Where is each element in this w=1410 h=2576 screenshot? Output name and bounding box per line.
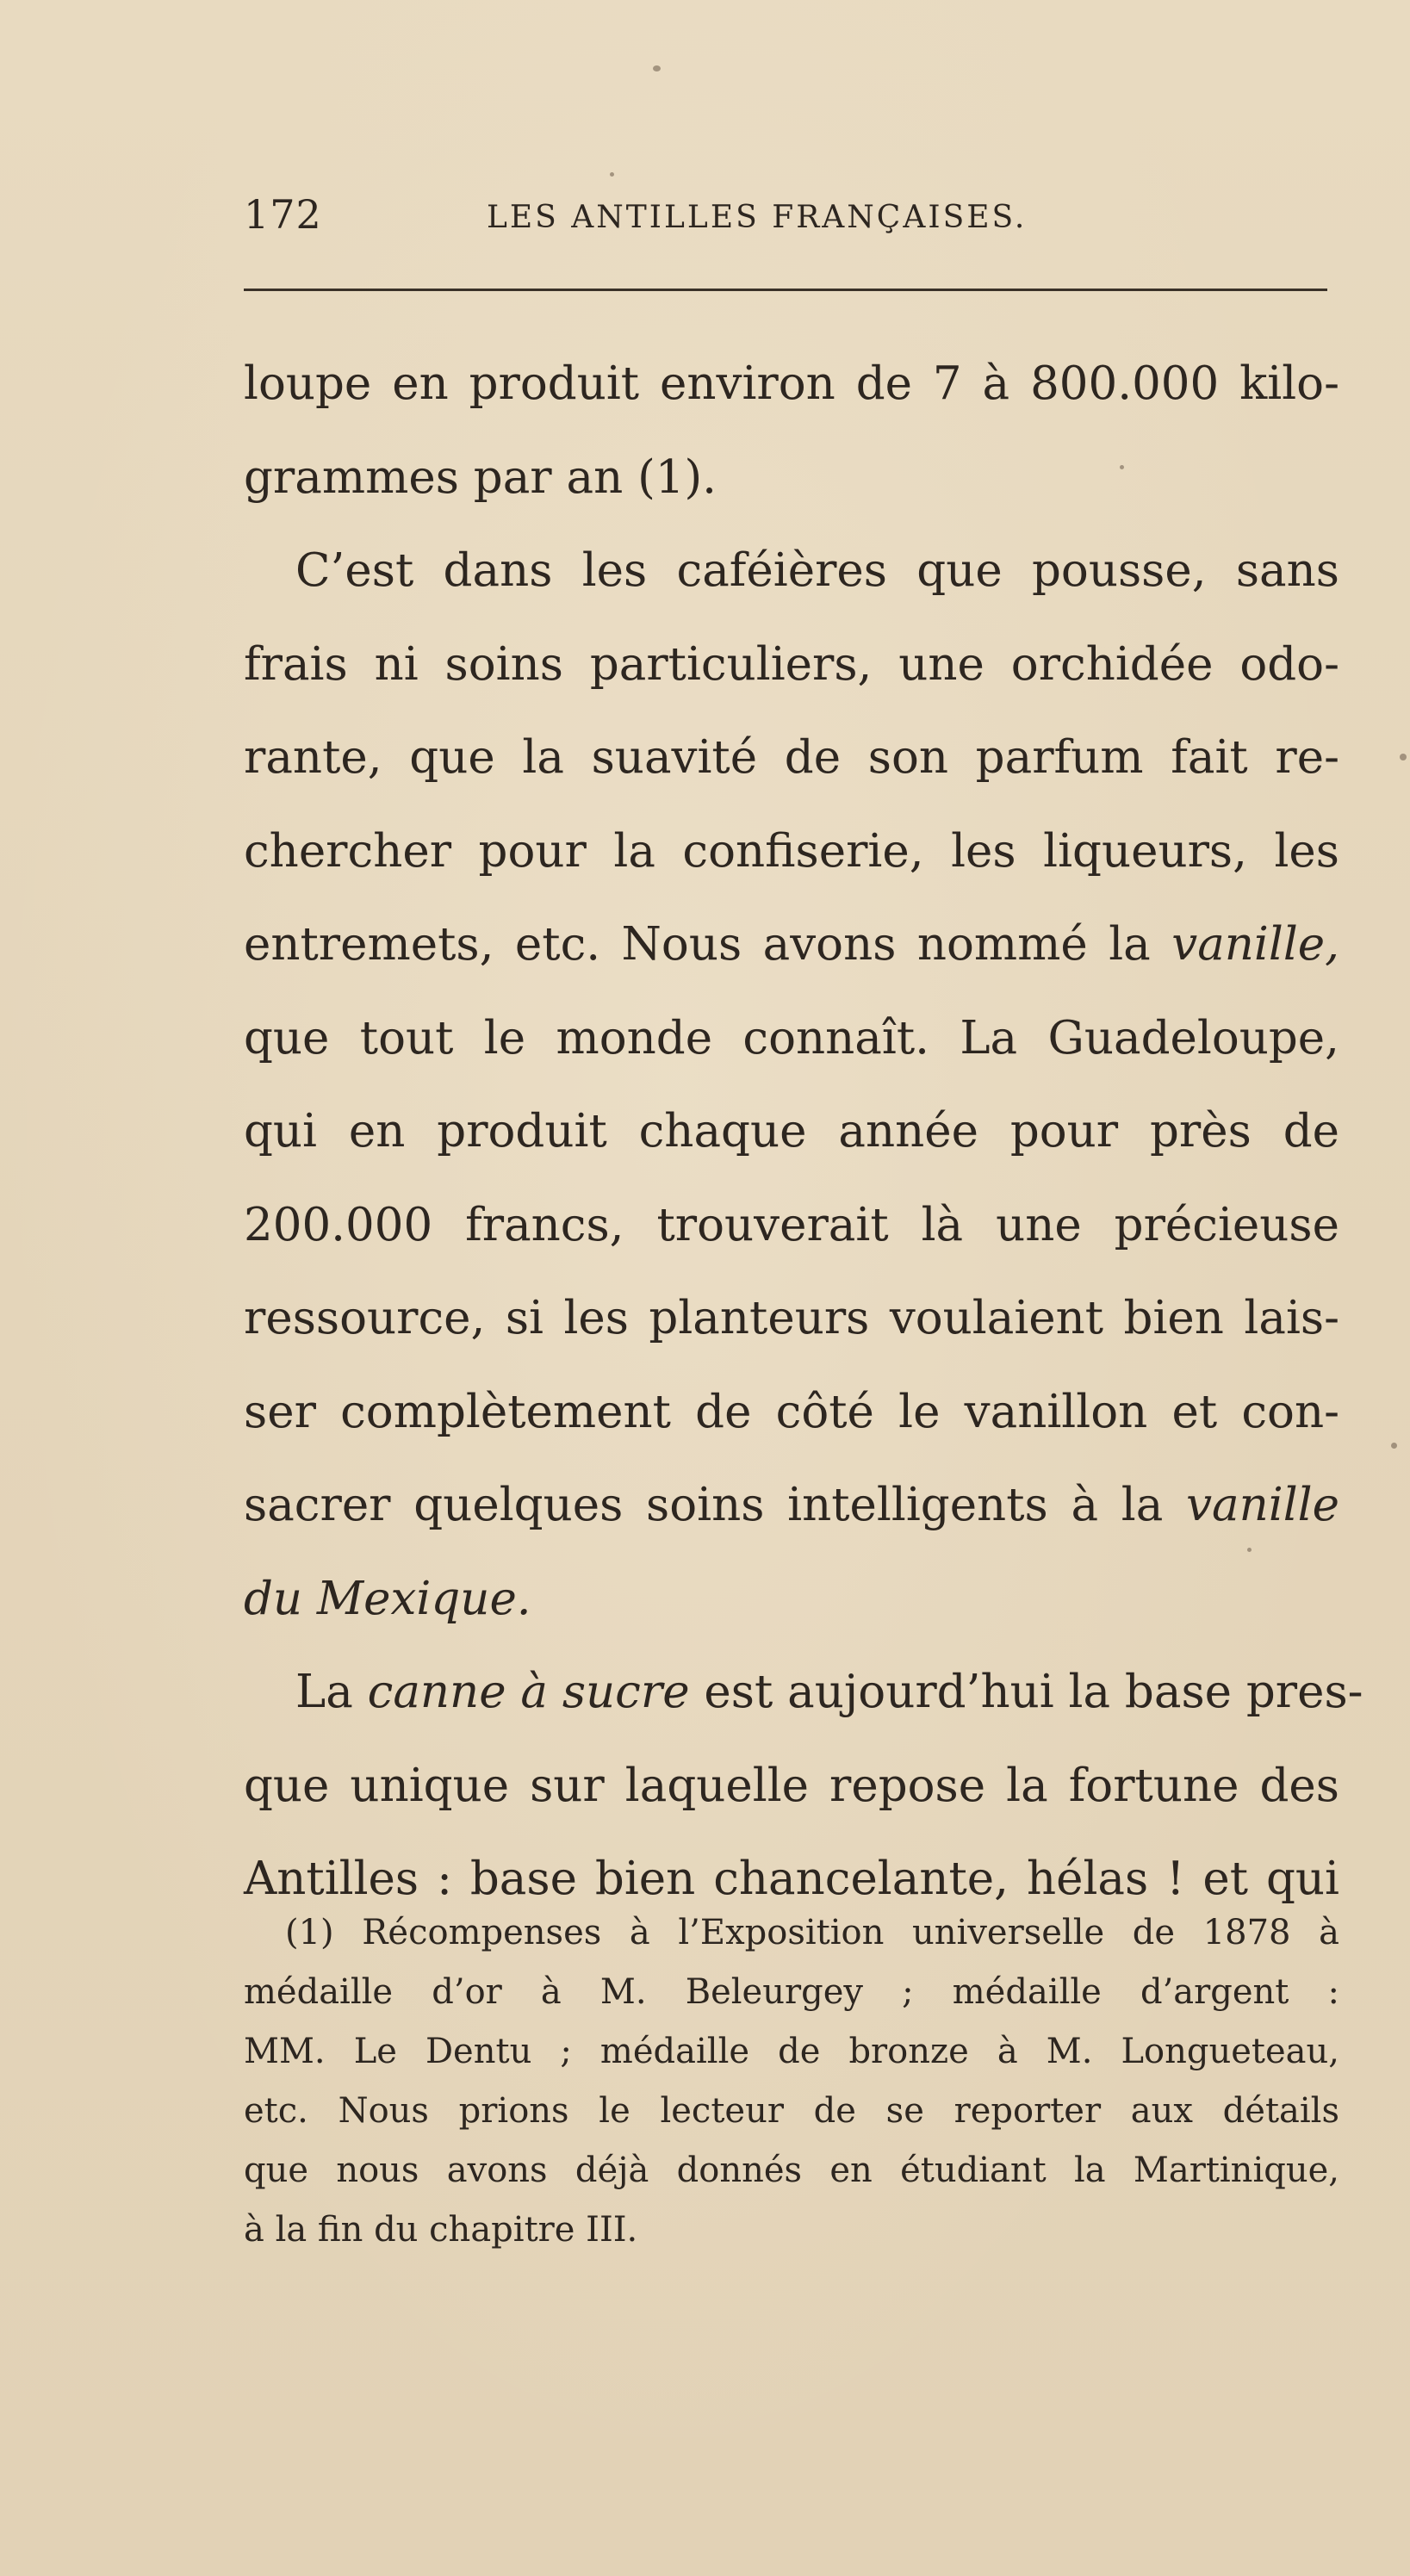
text-line: qui en produit chaque année pour près de [244, 1105, 1339, 1158]
body-text [244, 338, 1363, 1927]
text-line: 200.000 francs, trouverait là une précieuse [244, 1198, 1339, 1251]
italic-term: vanille, [1171, 918, 1339, 971]
italic-term: canne à sucre [367, 1666, 690, 1718]
footnote-line: (1) Récompenses à l’Exposition universelle de 1878 à [285, 1913, 1339, 1952]
page-number: 172 [244, 191, 322, 238]
text-line: que unique sur laquelle repose la fortune des [244, 1759, 1339, 1812]
text-run: La [295, 1666, 368, 1718]
ink-speck [1400, 754, 1407, 760]
text-run: sacrer quelques soins intelligents à la [244, 1479, 1187, 1531]
text-line: chercher pour la confiserie, les liqueurs, les [244, 824, 1339, 878]
text-line: loupe en produit environ de 7 à 800.000 kilo- [244, 357, 1339, 410]
italic-term: vanille [1186, 1479, 1339, 1531]
ink-speck [1391, 1443, 1397, 1449]
text-line: Antilles : base bien chancelante, hélas ! et qui [244, 1853, 1339, 1905]
footnote-line: etc. Nous prions le lecteur de se reporter aux détails [244, 2091, 1339, 2131]
footnote-line: que nous avons déjà donnés en étudiant la Martinique, [244, 2151, 1339, 2190]
text-line: frais ni soins particuliers, une orchidée odo- [244, 637, 1339, 691]
ink-speck [653, 65, 661, 71]
header-rule [244, 289, 1327, 291]
footnotes [244, 1903, 1339, 2260]
text-line [244, 898, 1339, 992]
text-line: ser complètement de côté le vanillon et con- [244, 1385, 1339, 1438]
footnote-line: à la fin du chapitre III. [244, 2210, 638, 2250]
ink-speck [610, 172, 614, 177]
text-line [244, 1646, 1363, 1740]
page-header [244, 191, 1342, 251]
text-run: entremets, etc. Nous avons nommé la [244, 918, 1172, 971]
running-head: LES ANTILLES FRANÇAISES. [487, 200, 1028, 235]
text-line: rante, que la suavité de son parfum fait re- [244, 731, 1339, 784]
footnote-line: MM. Le Dentu ; médaille de bronze à M. Longueteau, [244, 2032, 1339, 2071]
italic-term: du Mexique. [244, 1572, 531, 1625]
text-line: ressource, si les planteurs voulaient bien lais- [244, 1292, 1339, 1344]
text-line [244, 1459, 1339, 1553]
text-run: est aujourd’hui la base pres- [689, 1666, 1363, 1718]
text-line: grammes par an (1). [244, 450, 717, 504]
text-line [244, 1553, 1339, 1647]
footnote-line: médaille d’or à M. Beleurgey ; médaille d’argent : [244, 1972, 1339, 2012]
text-line: C’est dans les caféières que pousse, sans [295, 544, 1339, 597]
text-line: que tout le monde connaît. La Guadeloupe, [244, 1011, 1339, 1065]
